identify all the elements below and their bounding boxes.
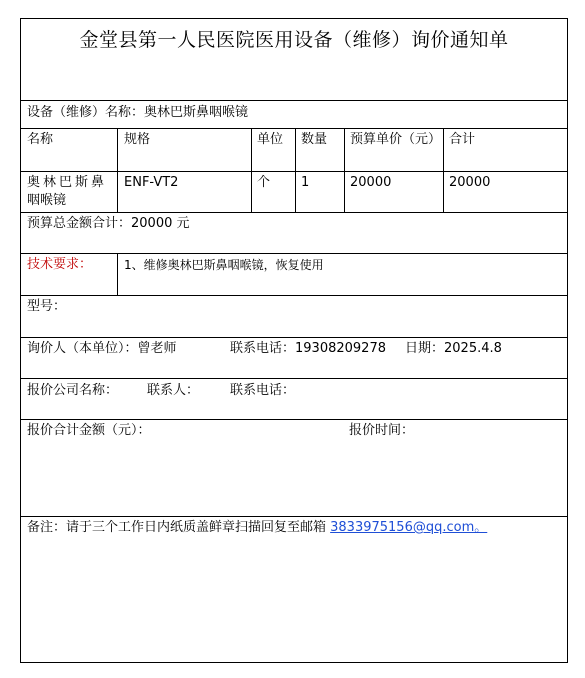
- note-body: 备注：请于三个工作日内纸质盖鲜章扫描回复至邮箱: [27, 520, 331, 535]
- cell-total: 20000: [449, 175, 491, 190]
- quote-contact-phone: 联系电话：: [230, 383, 296, 398]
- col-divider: [117, 172, 118, 212]
- email-link[interactable]: 3833975156@qq.com。: [330, 520, 488, 535]
- table-row: [21, 172, 567, 213]
- cell-qty: 1: [301, 175, 310, 190]
- inquirer-phone: 联系电话：19308209278: [230, 341, 386, 356]
- col-divider: [295, 129, 296, 171]
- col-divider: [443, 172, 444, 212]
- budget-total-row: [21, 213, 567, 254]
- header-name: 名称: [27, 132, 54, 147]
- note-text: [27, 519, 487, 537]
- quote-company-row: [21, 379, 567, 420]
- quote-time: 报价时间：: [349, 423, 415, 438]
- table-header-row: [21, 129, 567, 172]
- col-divider: [344, 172, 345, 212]
- quote-amount: 报价合计金额（元）：: [27, 423, 151, 438]
- inquiry-form: [20, 18, 568, 663]
- cell-unit: 个: [257, 175, 271, 190]
- equipment-row: [21, 101, 567, 129]
- col-divider: [295, 172, 296, 212]
- col-divider: [344, 129, 345, 171]
- form-title: 金堂县第一人民医院医用设备（维修）询价通知单: [79, 29, 509, 51]
- quote-amount-row: [21, 420, 567, 517]
- inquirer-person: 询价人（本单位）：曾老师: [27, 341, 177, 356]
- col-divider: [251, 129, 252, 171]
- header-qty: 数量: [301, 132, 328, 147]
- tech-requirement-label: 技术要求：: [27, 257, 93, 272]
- note-row: [21, 517, 567, 662]
- model-label: 型号：: [27, 299, 67, 314]
- quote-contact-person: 联系人：: [147, 383, 200, 398]
- cell-name-line1: 奥林巴斯鼻: [27, 175, 108, 190]
- title-row: [21, 19, 567, 101]
- tech-requirement-content: 1、维修奥林巴斯鼻咽喉镜，恢复使用: [124, 258, 324, 272]
- header-unit-price: 预算单价（元）: [350, 132, 442, 147]
- budget-total: 预算总金额合计：20000 元: [27, 216, 190, 231]
- inquirer-row: [21, 338, 567, 379]
- col-divider: [117, 254, 118, 295]
- inquiry-date: 日期：2025.4.8: [405, 341, 502, 356]
- col-divider: [117, 129, 118, 171]
- cell-name-line2: 咽喉镜: [27, 193, 67, 208]
- header-spec: 规格: [124, 132, 151, 147]
- cell-unit-price: 20000: [350, 175, 392, 190]
- quote-company-name: 报价公司名称：: [27, 383, 119, 398]
- cell-spec: ENF-VT2: [124, 175, 179, 190]
- header-unit: 单位: [257, 132, 284, 147]
- model-row: [21, 296, 567, 338]
- col-divider: [251, 172, 252, 212]
- header-total: 合计: [449, 132, 476, 147]
- equipment-name: 设备（维修）名称：奥林巴斯鼻咽喉镜: [27, 105, 249, 120]
- tech-requirement-row: [21, 254, 567, 296]
- col-divider: [443, 129, 444, 171]
